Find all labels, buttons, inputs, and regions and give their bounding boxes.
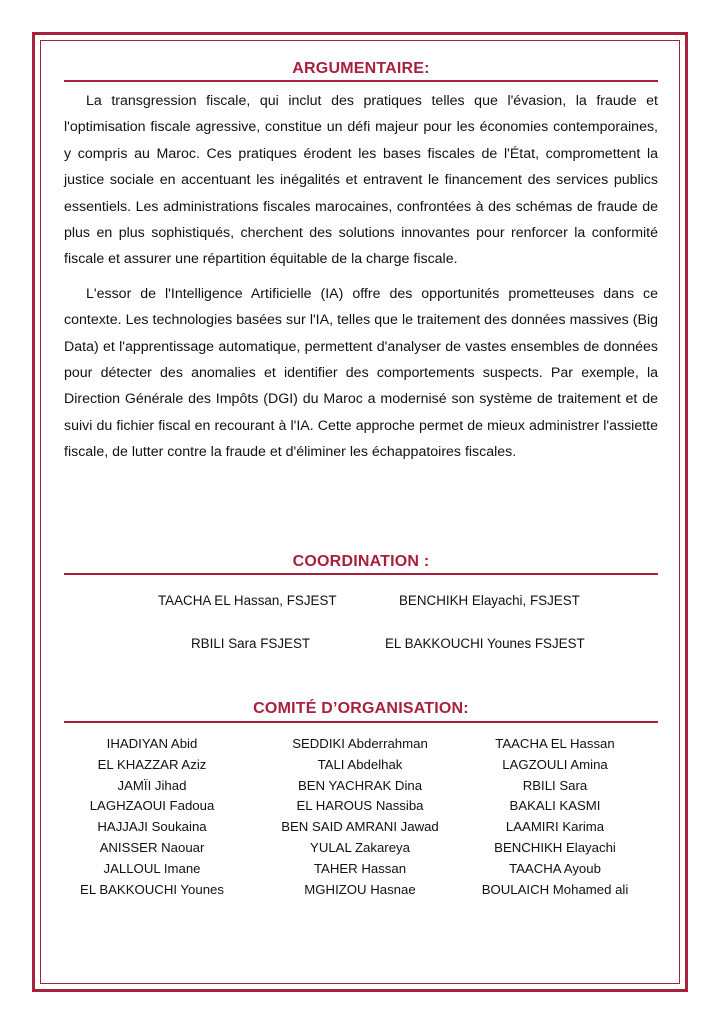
committee-member: BEN SAID AMRANI Jawad <box>281 819 439 835</box>
committee-member: IHADIYAN Abid <box>106 736 198 751</box>
coordinator-1: TAACHA EL Hassan, FSJEST <box>158 593 337 608</box>
committee-member: BOULAICH Mohamed ali <box>481 881 629 897</box>
committee-member: LAGHZAOUI Fadoua <box>89 798 215 814</box>
committee-member: TAACHA EL Hassan <box>495 736 615 751</box>
committee-member: TAHER Hassan <box>313 860 407 876</box>
coordinator-2: BENCHIKH Elayachi, FSJEST <box>399 593 580 608</box>
coordinator-3: RBILI Sara FSJEST <box>191 636 311 651</box>
argumentaire-paragraph-2: L'essor de l'Intelligence Artificielle (IA) offre des opportunités prometteuses dans ce contexte. Les technologies basées sur l'IA, telles que le traitement des données massives (Big Data) et l'apprentissage automatique, permettent d'analyser de vastes ensembles de données pour détecter des anomalies et identifier des comportements suspects. Par exemple, la Direction Générale des Impôts (DGI) du Maroc a modernisé son système de traitement et de suivi du fichier fiscal en recourant à l'IA. Cette approche permet de mieux administrer l'assiette fiscale, de lutter contre la fraude et d'éliminer les échappatoires fiscales. <box>64 285 658 461</box>
argumentaire-rule <box>64 80 658 82</box>
committee-member: BAKALI KASMI <box>509 798 601 814</box>
committee-column-1 <box>52 734 252 900</box>
argumentaire-title: ARGUMENTAIRE: <box>292 60 430 77</box>
committee-member: BENCHIKH Elayachi <box>494 839 616 855</box>
committee-member: YULAL Zakareya <box>310 839 410 855</box>
committee-member: JALLOUL Imane <box>103 860 201 876</box>
coordination-title: COORDINATION : <box>292 553 430 570</box>
committee-column-2 <box>260 734 460 900</box>
committee-title: COMITÉ D’ORGANISATION: <box>253 700 469 717</box>
committee-member: JAMÏI Jihad <box>117 777 187 793</box>
coordinator-4: EL BAKKOUCHI Younes FSJEST <box>385 636 585 651</box>
committee-member: TALI Abdelhak <box>317 756 403 772</box>
committee-member: EL HAROUS Nassiba <box>296 798 424 814</box>
committee-column-3 <box>455 734 655 900</box>
argumentaire-paragraph-1: La transgression fiscale, qui inclut des pratiques telles que l'évasion, la fraude et l'optimisation fiscale agressive, constitue un défi majeur pour les économies contemporaines, y compris au Maroc. Ces pratiques érodent les bases fiscales de l'État, compromettent la justice sociale en accentuant les inégalités et entravent le financement des services publics essentiels. Les administrations fiscales marocaines, confrontées à des schémas de fraude de plus en plus sophistiqués, cherchent des solutions innovantes pour renforcer la conformité fiscale et assurer une répartition équitable de la charge fiscale. <box>64 93 658 268</box>
committee-member: RBILI Sara <box>522 777 588 793</box>
committee-member: MGHIZOU Hasnae <box>304 881 416 897</box>
committee-member: LAGZOULI Amina <box>502 756 608 772</box>
committee-member: EL BAKKOUCHI Younes <box>80 881 224 897</box>
committee-member: ANISSER Naouar <box>99 839 205 855</box>
coordination-rule <box>64 573 658 575</box>
committee-member: HAJJAJI Soukaina <box>97 819 207 835</box>
committee-rule <box>64 721 658 723</box>
committee-member: BEN YACHRAK Dina <box>297 777 423 793</box>
argumentaire-body <box>64 88 658 466</box>
committee-member: SEDDIKI Abderrahman <box>292 736 428 751</box>
committee-member: EL KHAZZAR Aziz <box>97 756 207 772</box>
committee-member: TAACHA Ayoub <box>509 860 601 876</box>
committee-member: LAAMIRI Karima <box>505 819 605 835</box>
